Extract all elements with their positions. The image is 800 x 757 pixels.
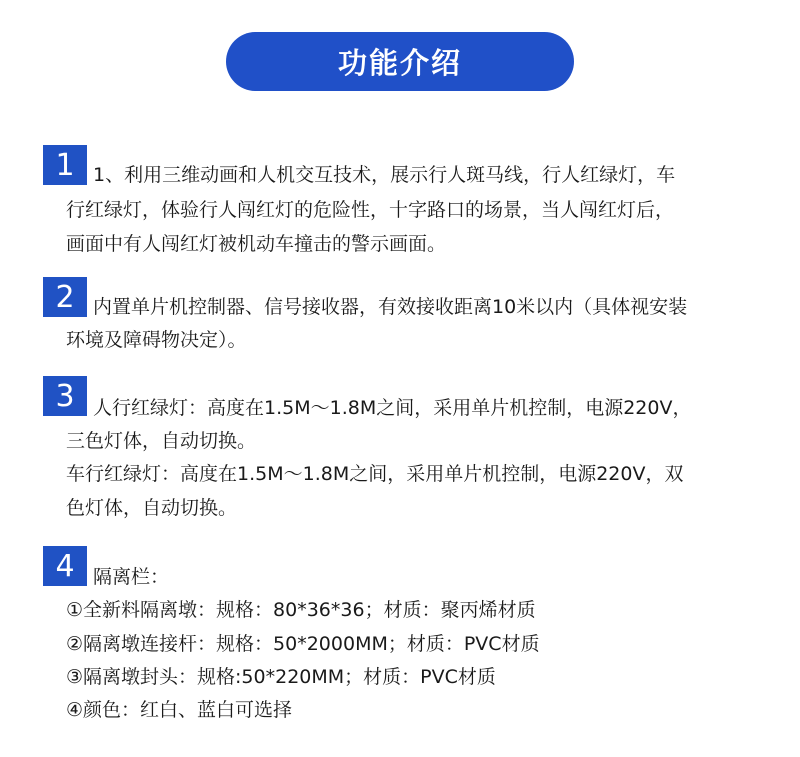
section-3-line-1: 人行红绿灯：高度在1.5M～1.8M之间，采用单片机控制，电源220V， xyxy=(93,397,692,419)
section-number-badge: 3 xyxy=(43,376,87,416)
section-title: 功能介绍 xyxy=(226,32,574,91)
section-4-line-4: ③隔离墩封头：规格:50*220MM；材质：PVC材质 xyxy=(66,666,496,688)
section-number-badge: 4 xyxy=(43,546,87,586)
section-3-line-2: 三色灯体，自动切换。 xyxy=(66,430,257,452)
section-4-line-3: ②隔离墩连接杆：规格：50*2000MM；材质：PVC材质 xyxy=(66,633,540,655)
section-4-line-2: ①全新料隔离墩：规格：80*36*36；材质：聚丙烯材质 xyxy=(66,599,536,621)
section-number-badge: 2 xyxy=(43,277,87,317)
section-2-line-1: 内置单片机控制器、信号接收器，有效接收距离10米以内（具体视安装 xyxy=(93,296,688,318)
section-4-line-1: 隔离栏： xyxy=(93,566,170,588)
section-4-line-5: ④颜色：红白、蓝白可选择 xyxy=(66,699,293,721)
section-3-line-3: 车行红绿灯：高度在1.5M～1.8M之间，采用单片机控制，电源220V，双 xyxy=(66,463,684,485)
section-1-line-2: 行红绿灯，体验行人闯红灯的危险性，十字路口的场景，当人闯红灯后， xyxy=(66,199,675,221)
section-3-line-4: 色灯体，自动切换。 xyxy=(66,497,238,519)
section-1-line-1: 1、利用三维动画和人机交互技术，展示行人斑马线，行人红绿灯，车 xyxy=(93,164,676,186)
section-2-line-2: 环境及障碍物决定）。 xyxy=(66,329,247,351)
section-number-badge: 1 xyxy=(43,145,87,185)
section-1-line-3: 画面中有人闯红灯被机动车撞击的警示画面。 xyxy=(66,233,447,255)
